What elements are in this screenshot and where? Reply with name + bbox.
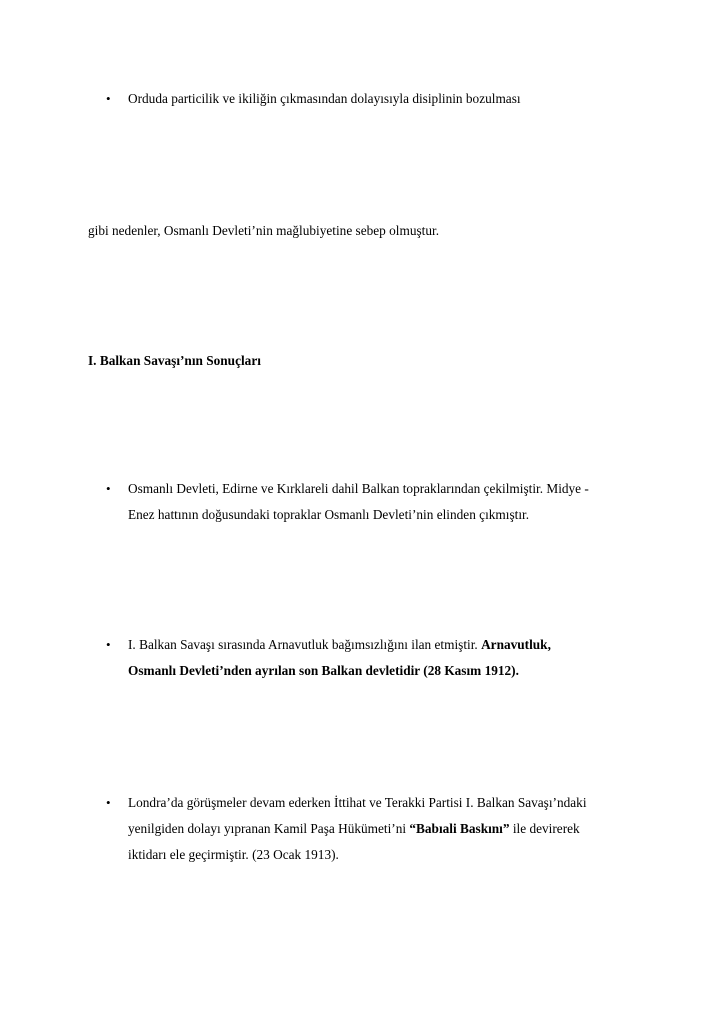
bullet-text-line-2: Enez hattının doğusundaki topraklar Osmanlı Devleti’nin elinden çıkmıştır. — [128, 507, 530, 522]
bullet-item-coup — [106, 790, 648, 868]
bullet-text-line-2a: yenilgiden dolayı yıpranan Kamil Paşa Hükümeti’ni — [128, 821, 410, 836]
bullet-text-line-3: iktidarı ele geçirmiştir. (23 Ocak 1913). — [128, 847, 339, 862]
bullet-text-line-2b: ile devirerek — [509, 821, 580, 836]
bullet-bold-text-2: Osmanlı Devleti’nden ayrılan son Balkan devletidir (28 Kasım 1912). — [128, 663, 519, 678]
bullet-text: I. Balkan Savaşı sırasında Arnavutluk bağımsızlığını ilan etmiştir. — [128, 637, 482, 652]
heading-text: I. Balkan Savaşı’nın Sonuçları — [88, 353, 261, 368]
section-heading — [88, 348, 648, 374]
bullet-item-territory — [106, 476, 648, 528]
bullet-text-line-1: Osmanlı Devleti, Edirne ve Kırklareli dahil Balkan topraklarından çekilmiştir. Midye - — [128, 481, 589, 496]
bullet-text-line-1: Londra’da görüşmeler devam ederken İttihat ve Terakki Partisi I. Balkan Savaşı’ndaki — [128, 795, 587, 810]
bullet-marker: • — [106, 795, 111, 810]
bullet-item-discipline — [106, 86, 648, 112]
paragraph-text: gibi nedenler, Osmanlı Devleti’nin mağlubiyetine sebep olmuştur. — [88, 223, 440, 238]
bullet-item-albania — [106, 632, 648, 684]
bullet-bold-text-1: Arnavutluk, — [481, 637, 551, 652]
bullet-text: Orduda particilik ve ikiliğin çıkmasından dolayısıyla disiplinin bozulması — [128, 91, 521, 106]
bullet-bold-text: “Babıali Baskını” — [409, 821, 510, 836]
bullet-marker: • — [106, 91, 111, 106]
paragraph-conclusion — [88, 218, 648, 244]
bullet-marker: • — [106, 481, 111, 496]
bullet-marker: • — [106, 637, 111, 652]
